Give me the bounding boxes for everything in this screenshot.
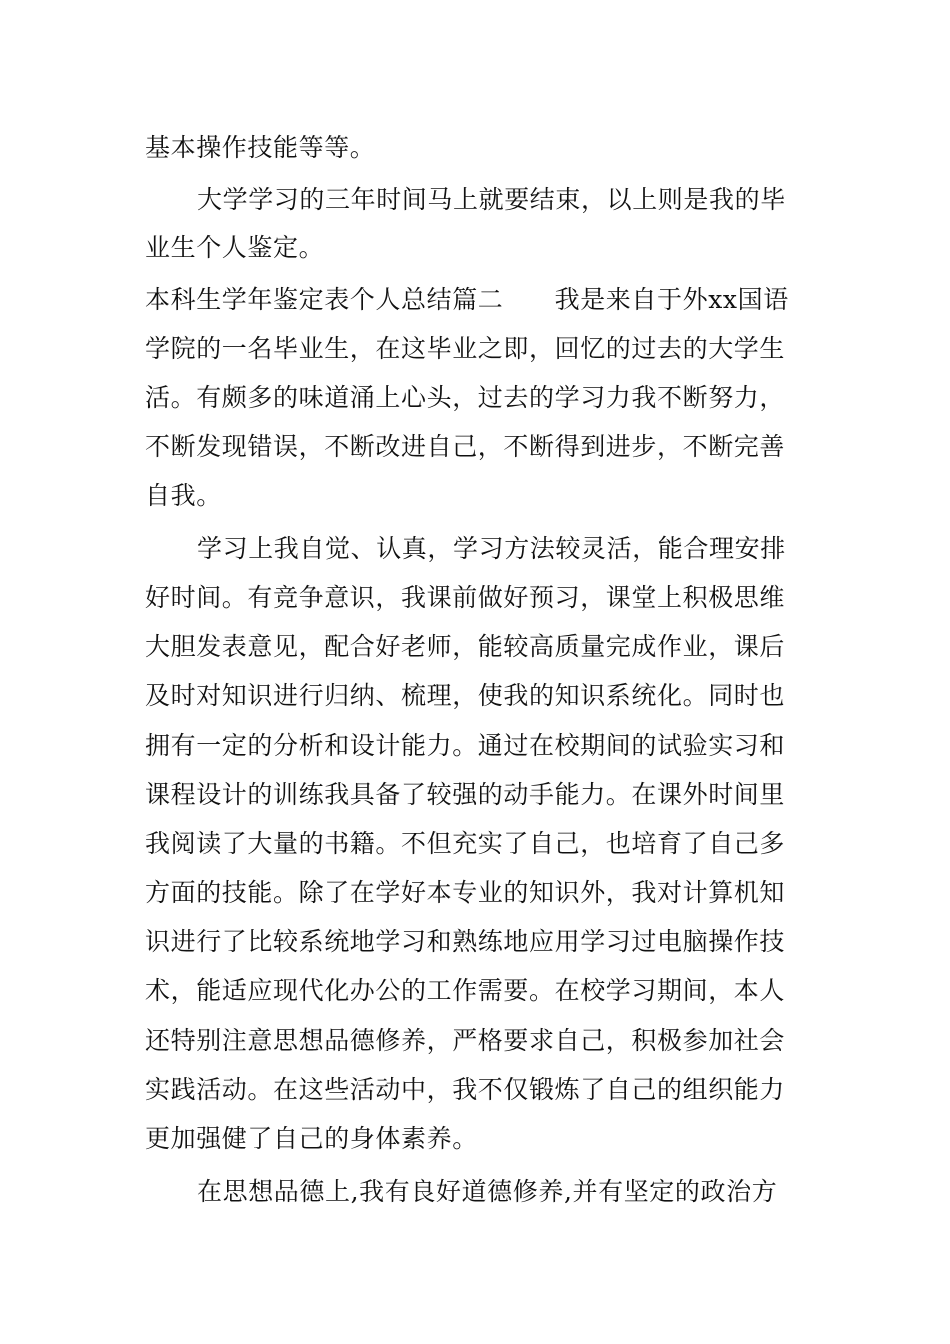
text-line: 还特别注意思想品德修养，严格要求自己，积极参加社会 [145,1026,786,1055]
text-line: 自我。 [145,481,222,510]
text-line: 课程设计的训练我具备了较强的动手能力。在课外时间里 [145,780,786,809]
text-line: 及时对知识进行归纳、梳理，使我的知识系统化。同时也 [145,681,786,710]
text-line: 业生个人鉴定。 [145,233,325,262]
text-line: 我阅读了大量的书籍。不但充实了自己，也培育了自己多 [145,829,786,858]
text-line: 术，能适应现代化办公的工作需要。在校学习期间，本人 [145,976,786,1005]
text-line: 好时间。有竞争意识，我课前做好预习，课堂上积极思维 [145,583,786,612]
text-line: 识进行了比较系统地学习和熟练地应用学习过电脑操作技 [145,927,786,956]
section-heading-line: 本科生学年鉴定表个人总结篇二 我是来自于外xx国语 [145,285,789,314]
text-line: 基本操作技能等等。 [145,133,376,162]
paragraph-first-line: 学习上我自觉、认真，学习方法较灵活，能合理安排 [197,534,786,563]
text-line: 大胆发表意见，配合好老师，能较高质量完成作业，课后 [145,632,786,661]
text-line: 方面的技能。除了在学好本专业的知识外，我对计算机知 [145,878,786,907]
text-line: 拥有一定的分析和设计能力。通过在校期间的试验实习和 [145,731,786,760]
paragraph-first-line: 在思想品德上,我有良好道德修养,并有坚定的政治方 [197,1177,778,1206]
text-line: 更加强健了自己的身体素养。 [145,1124,478,1153]
text-line: 不断发现错误，不断改进自己，不断得到进步，不断完善 [145,432,786,461]
text-line: 实践活动。在这些活动中，我不仅锻炼了自己的组织能力 [145,1075,786,1104]
text-line: 学院的一名毕业生，在这毕业之即，回忆的过去的大学生 [145,334,786,363]
text-line: 活。有颇多的味道涌上心头，过去的学习力我不断努力， [145,383,786,412]
paragraph-first-line: 大学学习的三年时间马上就要结束，以上则是我的毕 [197,185,786,214]
